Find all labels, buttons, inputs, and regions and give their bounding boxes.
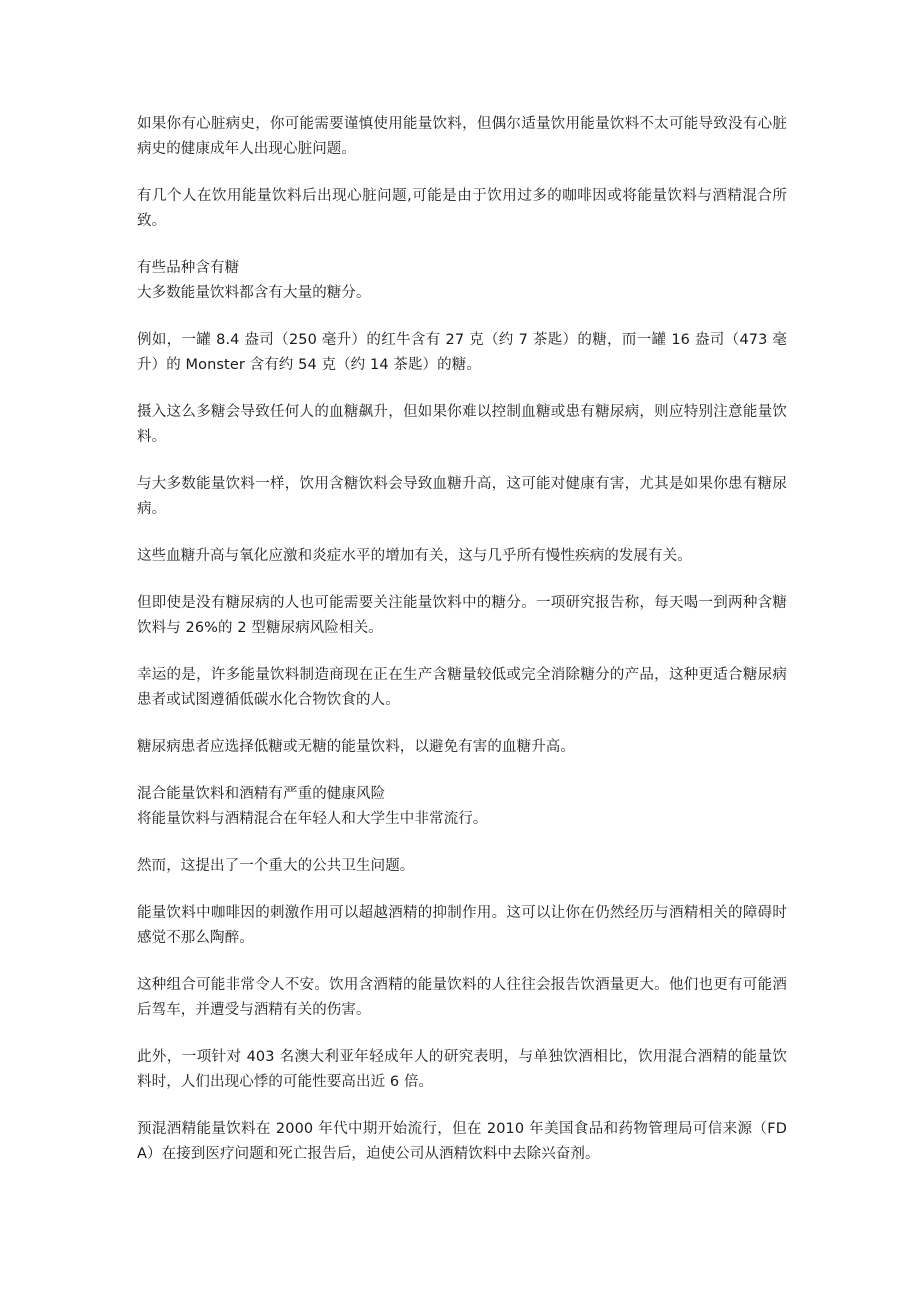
section-heading-sugar: 有些品种含有糖 — [137, 260, 240, 276]
paragraph-diabetes-risk-study: 但即使是没有糖尿病的人也可能需要关注能量饮料中的糖分。一项研究报告称，每天喝一到两种含糖饮料与 26%的 2 型糖尿病风险相关。 — [137, 595, 787, 636]
document-body — [137, 112, 787, 1189]
paragraph-redbull-monster: 例如，一罐 8.4 盎司（250 毫升）的红牛含有 27 克（约 7 茶匙）的糖，而一罐 16 盎司（473 毫升）的 Monster 含有约 54 克（约 14 茶匙）的糖。 — [137, 332, 787, 373]
paragraph-diabetes-harm: 与大多数能量饮料一样，饮用含糖饮料会导致血糖升高，这可能对健康有害，尤其是如果你患有糖尿病。 — [137, 476, 787, 517]
paragraph-public-health: 然而，这提出了一个重大的公共卫生问题。 — [137, 858, 415, 874]
paragraph-low-sugar-products: 幸运的是，许多能量饮料制造商现在正在生产含糖量较低或完全消除糖分的产品，这种更适合糖尿病患者或试图遵循低碳水化合物饮食的人。 — [137, 667, 787, 708]
paragraph-diabetic-choice: 糖尿病患者应选择低糖或无糖的能量饮料，以避免有害的血糖升高。 — [137, 739, 575, 755]
paragraph-combination-risk: 这种组合可能非常令人不安。饮用含酒精的能量饮料的人往往会报告饮酒量更大。他们也更有可能酒后驾车，并遭受与酒精有关的伤害。 — [137, 977, 787, 1018]
paragraph-australian-study: 此外，一项针对 403 名澳大利亚年轻成年人的研究表明，与单独饮酒相比，饮用混合酒精的能量饮料时，人们出现心悸的可能性要高出近 6 倍。 — [137, 1049, 787, 1090]
paragraph-heart-problems: 有几个人在饮用能量饮料后出现心脏问题,可能是由于饮用过多的咖啡因或将能量饮料与酒精混合所致。 — [137, 188, 787, 229]
paragraph-fda-action: 预混酒精能量饮料在 2000 年代中期开始流行，但在 2010 年美国食品和药物管理局可信来源（FDA）在接到医疗问题和死亡报告后，迫使公司从酒精饮料中去除兴奋剂。 — [137, 1121, 787, 1162]
section-heading-alcohol: 混合能量饮料和酒精有严重的健康风险 — [137, 786, 386, 802]
paragraph-oxidative-stress: 这些血糖升高与氧化应激和炎症水平的增加有关，这与几乎所有慢性疾病的发展有关。 — [137, 548, 692, 564]
paragraph-alcohol-popularity: 将能量饮料与酒精混合在年轻人和大学生中非常流行。 — [137, 811, 488, 827]
paragraph-caffeine-stimulant: 能量饮料中咖啡因的刺激作用可以超越酒精的抑制作用。这可以让你在仍然经历与酒精相关的障碍时感觉不那么陶醉。 — [137, 905, 787, 946]
paragraph-blood-sugar-spike: 摄入这么多糖会导致任何人的血糖飙升，但如果你难以控制血糖或患有糖尿病，则应特别注意能量饮料。 — [137, 404, 787, 445]
paragraph-sugar-content: 大多数能量饮料都含有大量的糖分。 — [137, 285, 371, 301]
paragraph-heart-history: 如果你有心脏病史，你可能需要谨慎使用能量饮料，但偶尔适量饮用能量饮料不太可能导致没有心脏病史的健康成年人出现心脏问题。 — [137, 116, 787, 157]
